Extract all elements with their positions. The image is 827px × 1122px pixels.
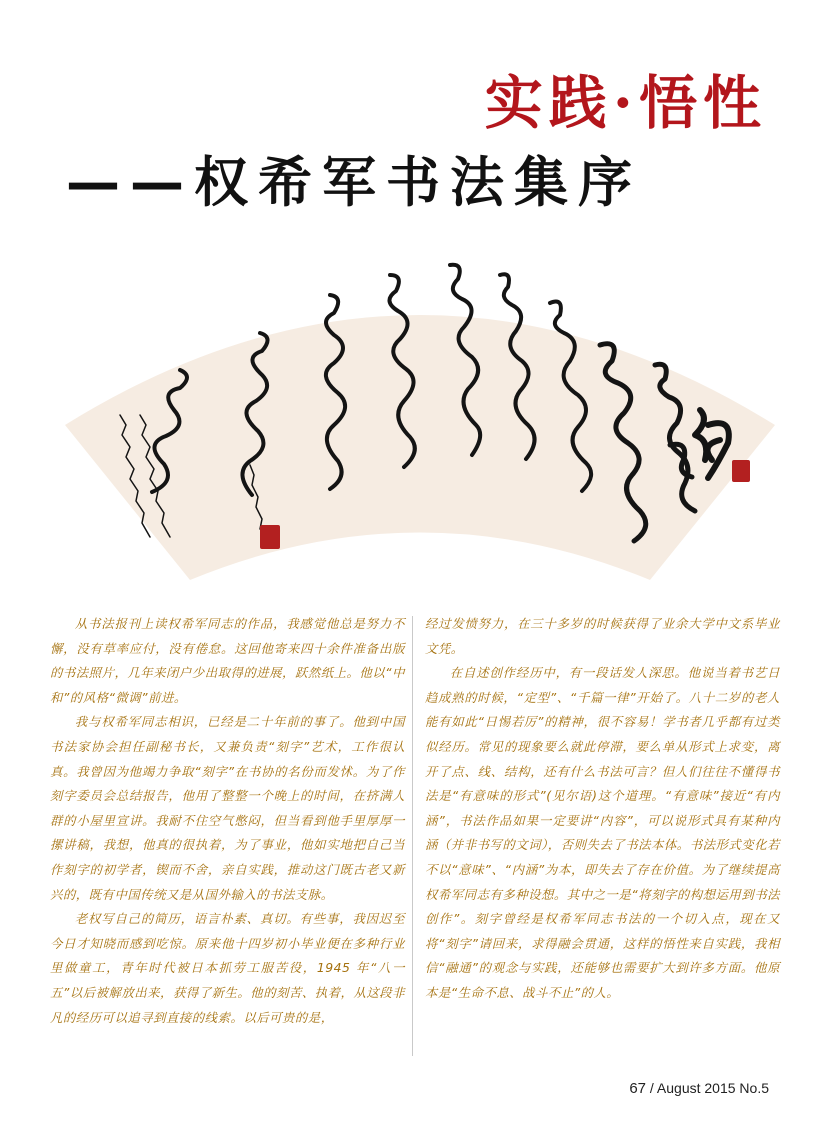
article-title: 实践·悟性 [484, 69, 767, 137]
calligraphy-fan-artwork [60, 225, 780, 595]
paragraph: 我与权希军同志相识，已经是二十年前的事了。他到中国书法家协会担任副秘书长，又兼负责“刻字”艺术，工作很认真。我曾因为他竭力争取“刻字”在书协的名份而发怵。为了作刻字委员会总结报告，他用了整整一个晚上的时间，在挤满人群的小屋里宣讲。我耐不住空气憋闷，但当看到他手里厚厚一摞讲稿，我想，他真的很执着，为了事业，他如实地把自己当作刻字的初学者，锲而不舍，亲自实践，推动这门既古老又新兴的，既有中国传统又是从国外输入的书法支脉。 [50, 714, 405, 902]
column-divider [412, 616, 413, 1056]
seal-stamp-top [732, 460, 750, 482]
page-number: 67 [629, 1080, 646, 1097]
article-subtitle: ——权希军书法集序 [66, 151, 642, 214]
calligraphy-fan-icon [60, 225, 780, 595]
article-column-right [425, 612, 780, 1006]
page-footer [629, 1080, 769, 1097]
paragraph: 老权写自己的简历，语言朴素、真切。有些事，我因迟至今日才知晓而感到吃惊。原来他十四岁初小毕业便在多种行业里做童工，青年时代被日本抓劳工服苦役，1945 年“八一五”以后被解放出来，获得了新生。他的刻苦、执着，从这段非凡的经历可以追寻到直接的线索。以后可贵的是， [50, 911, 405, 1025]
issue-label: August 2015 No.5 [656, 1080, 769, 1096]
article-column-left [50, 612, 405, 1030]
paragraph: 从书法报刊上读权希军同志的作品，我感觉他总是努力不懈，没有草率应付，没有倦怠。这回他寄来四十余件准备出版的书法照片，几年来闭户少出取得的进展，跃然纸上。他以“中和”的风格“微调”前进。 [50, 616, 405, 705]
fan-paper [65, 315, 775, 580]
paragraph: 经过发愤努力，在三十多岁的时候获得了业余大学中文系毕业文凭。 [425, 616, 780, 656]
article-body [50, 612, 780, 1062]
footer-separator: / [646, 1080, 657, 1096]
seal-stamp-bottom [260, 525, 280, 549]
paragraph: 在自述创作经历中，有一段话发人深思。他说当着书艺日趋成熟的时候，“定型”、“千篇一律”开始了。八十二岁的老人能有如此“日惕若厉”的精神，很不容易！学书者几乎都有过类似经历。常见的现象要么就此停滞，要么单从形式上求变，离开了点、线、结构，还有什么书法可言？但人们往往不懂得书法是“有意味的形式”(见尔语)这个道理。“有意味”接近“有内涵”，书法作品如果一定要讲“内容”，可以说形式具有某种内涵（并非书写的文词），否则失去了书法本体。书法形式变化若不以“意味”、“内涵”为本，即失去了存在价值。为了继续提高权希军同志有多种设想。其中之一是“将刻字的构想运用到书法创作”。刻字曾经是权希军同志书法的一个切入点，现在又将“刻字”请回来，求得融会贯通，这样的悟性来自实践，我相信“融通”的观念与实践，还能够也需要扩大到许多方面。他原本是“生命不息、战斗不止”的人。 [425, 665, 780, 1000]
